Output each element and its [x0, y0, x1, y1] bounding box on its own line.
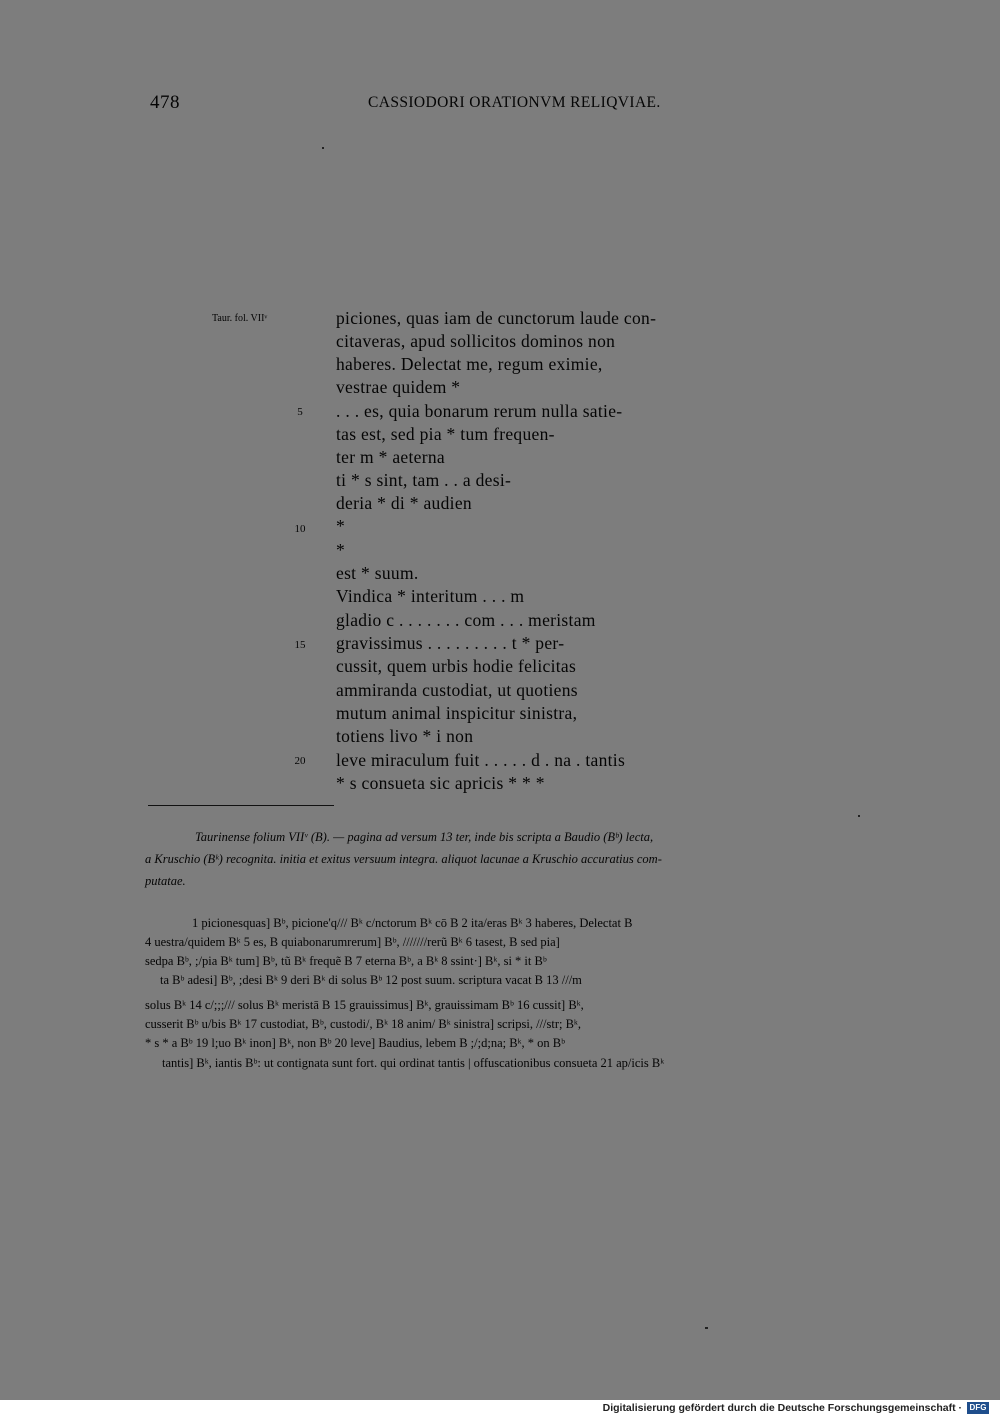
text-line: *: [336, 516, 346, 536]
running-title: CASSIODORI ORATIONVM RELIQVIAE.: [368, 94, 661, 111]
text-line: *: [336, 540, 346, 560]
apparatus-line: 4 uestra/quidem Bᵏ 5 es, B quiabonarumrerum] Bᵇ, ///////rerũ Bᵏ 6 tasest, B sed pia]: [145, 935, 560, 949]
text-line: cussit, quem urbis hodie felicitas: [336, 656, 577, 676]
line-number: 20: [294, 755, 306, 767]
text-line: citaveras, apud sollicitos dominos non: [336, 331, 616, 351]
line-number: 15: [294, 639, 306, 651]
text-line: gravissimus . . . . . . . . . t * per-: [336, 633, 565, 653]
text-line: * s consueta sic apricis * * *: [336, 773, 545, 793]
manuscript-reference: Taur. fol. VIIᵛ: [212, 313, 268, 324]
line-number: 10: [294, 523, 306, 535]
text-line: piciones, quas iam de cunctorum laude con-: [336, 308, 657, 328]
apparatus-line: cusserit Bᵇ u/bis Bᵏ 17 custodiat, Bᵇ, custodi/, Bᵏ 18 anim/ Bᵏ sinistra] scripsi, ///str; Bᵏ,: [145, 1017, 582, 1031]
text-line: haberes. Delectat me, regum eximie,: [336, 354, 603, 374]
apparatus-line: tantis] Bᵏ, iantis Bᵇ: ut contignata sunt fort. qui ordinat tantis | offuscationibus consueta 21 ap/icis Bᵏ: [162, 1056, 665, 1070]
apparatus-line: * s * a Bᵇ 19 l;uo Bᵏ inon] Bᵏ, non Bᵇ 20 leve] Baudius, lebem B ;/;d;na; Bᵏ, * on Bᵇ: [145, 1036, 565, 1050]
text-line: tas est, sed pia * tum frequen-: [336, 424, 555, 444]
apparatus-line: 1 picionesquas] Bᵇ, picione'q/// Bᵏ c/nctorum Bᵏ cō B 2 ita/eras Bᵏ 3 haberes, Delectat B: [192, 916, 633, 930]
line-number: 5: [297, 406, 303, 418]
text-line: deria * di * audien: [336, 493, 472, 513]
apparatus-line: ta Bᵇ adesi] Bᵇ, ;desi Bᵏ 9 deri Bᵏ di solus Bᵇ 12 post suum. scriptura vacat B 13 ///m: [160, 973, 582, 987]
dfg-logo-icon: DFG: [967, 1402, 989, 1414]
note-line: Taurinense folium VIIᵛ (B). — pagina ad versum 13 ter, inde bis scripta a Baudio (Bᵇ) lecta,: [195, 830, 654, 844]
text-line: gladio c . . . . . . . com . . . meristam: [336, 610, 596, 630]
footer-credit: Digitalisierung gefördert durch die Deutsche Forschungsgemeinschaft ·: [602, 1402, 962, 1414]
text-line: totiens livo * i non: [336, 726, 474, 746]
note-line: putatae.: [145, 874, 186, 888]
text-line: mutum animal inspicitur sinistra,: [336, 703, 578, 723]
text-line: vestrae quidem *: [336, 377, 461, 397]
footnote-rule: [148, 805, 334, 806]
speck: [858, 815, 860, 817]
text-line: ammiranda custodiat, ut quotiens: [336, 680, 578, 700]
text-line: ti * s sint, tam . . a desi-: [336, 470, 512, 490]
text-line: . . . es, quia bonarum rerum nulla satie-: [336, 401, 623, 421]
text-line: ter m * aeterna: [336, 447, 445, 467]
speck: [705, 1327, 708, 1329]
apparatus-line: solus Bᵏ 14 c/;;;/// solus Bᵏ meristā B 15 grauissimus] Bᵏ, grauissimam Bᵇ 16 cussit] Bᵏ,: [145, 998, 584, 1012]
apparatus-line: sedpa Bᵇ, ;/pia Bᵏ tum] Bᵇ, tũ Bᵏ frequẽ B 7 eterna Bᵇ, a Bᵏ 8 ssint·] Bᵏ, si * it Bᵇ: [145, 954, 547, 968]
text-line: leve miraculum fuit . . . . . d . na . tantis: [336, 750, 626, 770]
text-line: est * suum.: [336, 563, 419, 583]
note-line: a Kruschio (Bᵏ) recognita. initia et exitus versuum integra. aliquot lacunae a Kruschio accuratius com-: [145, 852, 662, 866]
speck: [322, 147, 324, 149]
page-number: 478: [150, 92, 180, 113]
text-line: Vindica * interitum . . . m: [336, 586, 525, 606]
